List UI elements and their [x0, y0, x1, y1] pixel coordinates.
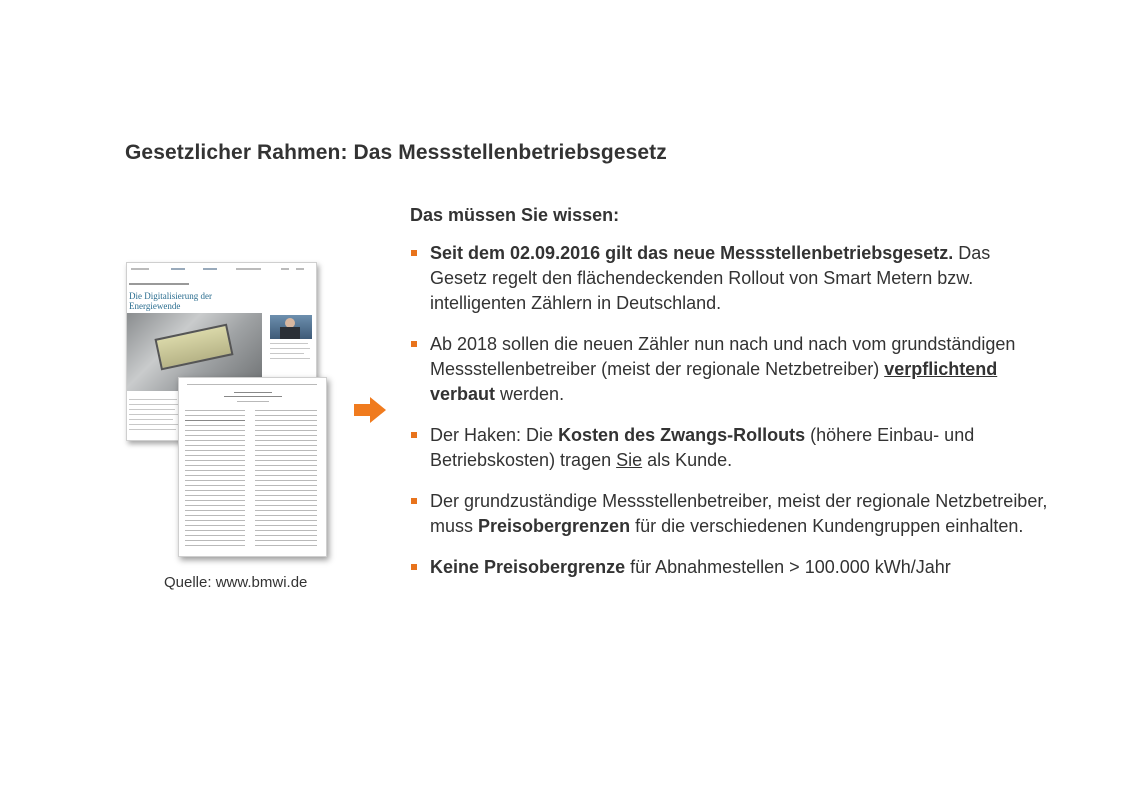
- list-item: Ab 2018 sollen die neuen Zähler nun nach und nach vom grundständigen Messstellenbetreiber (meist der regionale Netzbetreiber) verpflichtend verbaut werden.: [410, 332, 1050, 407]
- bullet-square-icon: [411, 250, 417, 256]
- bullet-square-icon: [411, 564, 417, 570]
- bullet-square-icon: [411, 498, 417, 504]
- bullet-square-icon: [411, 341, 417, 347]
- law-document-thumbnail: [178, 377, 327, 557]
- list-item: Der Haken: Die Kosten des Zwangs-Rollouts (höhere Einbau- und Betriebskosten) tragen Sie als Kunde.: [410, 423, 1050, 473]
- list-item: Der grundzuständige Messstellenbetreiber, meist der regionale Netzbetreiber, muss Preisobergrenzen für die verschiedenen Kundengruppen einhalten.: [410, 489, 1050, 539]
- list-item: Keine Preisobergrenze für Abnahmestellen > 100.000 kWh/Jahr: [410, 555, 1050, 580]
- arrow-right-icon: [354, 397, 386, 423]
- webpage-title: Die Digitalisierung der Energiewende: [129, 291, 212, 311]
- meter-display: [154, 324, 233, 371]
- list-item: Seit dem 02.09.2016 gilt das neue Messstellenbetriebsgesetz. Das Gesetz regelt den flächendeckenden Rollout von Smart Metern bzw. intelligenten Zählern in Deutschland.: [410, 241, 1050, 316]
- section-subheading: Das müssen Sie wissen:: [410, 205, 620, 225]
- page-title: Gesetzlicher Rahmen: Das Messstellenbetriebsgesetz: [125, 141, 667, 164]
- image-source-caption: Quelle: www.bmwi.de: [164, 574, 308, 591]
- bullet-list: [410, 241, 1050, 580]
- portrait-photo: [270, 315, 312, 339]
- webpage-header: [131, 266, 311, 274]
- webpage-kicker: [129, 283, 189, 285]
- content-area: [410, 205, 1050, 596]
- bullet-square-icon: [411, 432, 417, 438]
